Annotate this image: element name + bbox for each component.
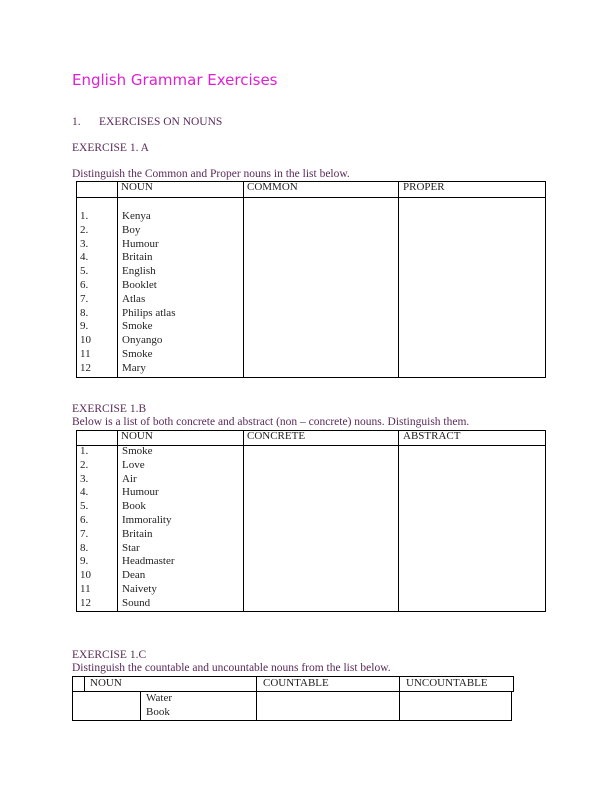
- row-number: 2.: [80, 458, 89, 471]
- noun-cell: Air: [122, 472, 137, 485]
- noun-cell: Smoke: [122, 348, 153, 360]
- row-number: 12: [80, 361, 91, 374]
- noun-cell: English: [122, 265, 156, 278]
- noun-cell: Naivety: [122, 583, 157, 595]
- noun-cell: Water: [146, 692, 172, 704]
- row-number: 2.: [80, 223, 89, 236]
- noun-cell: Britain: [122, 527, 153, 540]
- noun-cell: Book: [146, 706, 170, 718]
- row-number: 11: [80, 348, 91, 360]
- noun-cell: Book: [122, 500, 146, 513]
- row-number: 1.: [80, 210, 89, 222]
- exercise-b-heading: EXERCISE 1.B: [72, 403, 147, 415]
- noun-cell: Humour: [122, 237, 159, 250]
- header-countable: COUNTABLE: [263, 677, 329, 689]
- row-number: 1.: [80, 445, 89, 457]
- row-number: 5.: [80, 265, 89, 278]
- exercise-c-instruction: Distinguish the countable and uncountable nouns from the list below.: [72, 662, 391, 674]
- row-number: 7.: [80, 527, 89, 540]
- noun-cell: Britain: [122, 251, 153, 264]
- row-number: 12: [80, 596, 91, 609]
- header-noun: NOUN: [121, 430, 153, 442]
- section-heading: EXERCISES ON NOUNS: [99, 116, 223, 128]
- exercise-c-heading: EXERCISE 1.C: [72, 649, 147, 661]
- noun-cell: Booklet: [122, 279, 157, 291]
- noun-cell: Onyango: [122, 334, 163, 347]
- exercise-a-heading: EXERCISE 1. A: [72, 142, 149, 154]
- noun-cell: Boy: [122, 223, 141, 236]
- table-body: [72, 691, 512, 721]
- header-uncountable: UNCOUNTABLE: [406, 677, 488, 689]
- noun-cell: Kenya: [122, 210, 151, 222]
- noun-cell: Philips atlas: [122, 306, 176, 319]
- noun-cell: Mary: [122, 361, 146, 374]
- row-number: 6.: [80, 279, 89, 291]
- row-number: 8.: [80, 306, 89, 319]
- noun-cell: Love: [122, 458, 145, 471]
- section-number: 1.: [72, 116, 81, 128]
- row-number: 3.: [80, 237, 89, 250]
- noun-cell: Humour: [122, 486, 159, 499]
- noun-cell: Immorality: [122, 514, 172, 526]
- header-noun: NOUN: [90, 677, 122, 689]
- noun-cell: Headmaster: [122, 555, 175, 568]
- header-noun: NOUN: [121, 181, 153, 193]
- header-col2: CONCRETE: [247, 430, 306, 442]
- noun-cell: Atlas: [122, 292, 146, 305]
- noun-cell: Star: [122, 541, 140, 554]
- row-number: 3.: [80, 472, 89, 485]
- row-number: 4.: [80, 251, 89, 264]
- row-number: 5.: [80, 500, 89, 513]
- row-number: 10: [80, 569, 91, 582]
- row-number: 10: [80, 334, 91, 347]
- row-number: 9.: [80, 555, 89, 568]
- noun-cell: Smoke: [122, 320, 153, 333]
- exercise-a-instruction: Distinguish the Common and Proper nouns in the list below.: [72, 168, 350, 180]
- header-col2: COMMON: [247, 181, 298, 193]
- header-col3: ABSTRACT: [403, 430, 461, 442]
- row-number: 4.: [80, 486, 89, 499]
- document-title: English Grammar Exercises: [72, 71, 278, 89]
- row-number: 7.: [80, 292, 89, 305]
- row-number: 11: [80, 583, 91, 595]
- row-number: 8.: [80, 541, 89, 554]
- noun-cell: Dean: [122, 569, 146, 582]
- row-number: 6.: [80, 514, 89, 526]
- row-number: 9.: [80, 320, 89, 333]
- header-col3: PROPER: [403, 181, 445, 193]
- noun-cell: Sound: [122, 596, 151, 609]
- noun-cell: Smoke: [122, 445, 153, 457]
- exercise-b-instruction: Below is a list of both concrete and abstract (non – concrete) nouns. Distinguish them.: [72, 416, 470, 428]
